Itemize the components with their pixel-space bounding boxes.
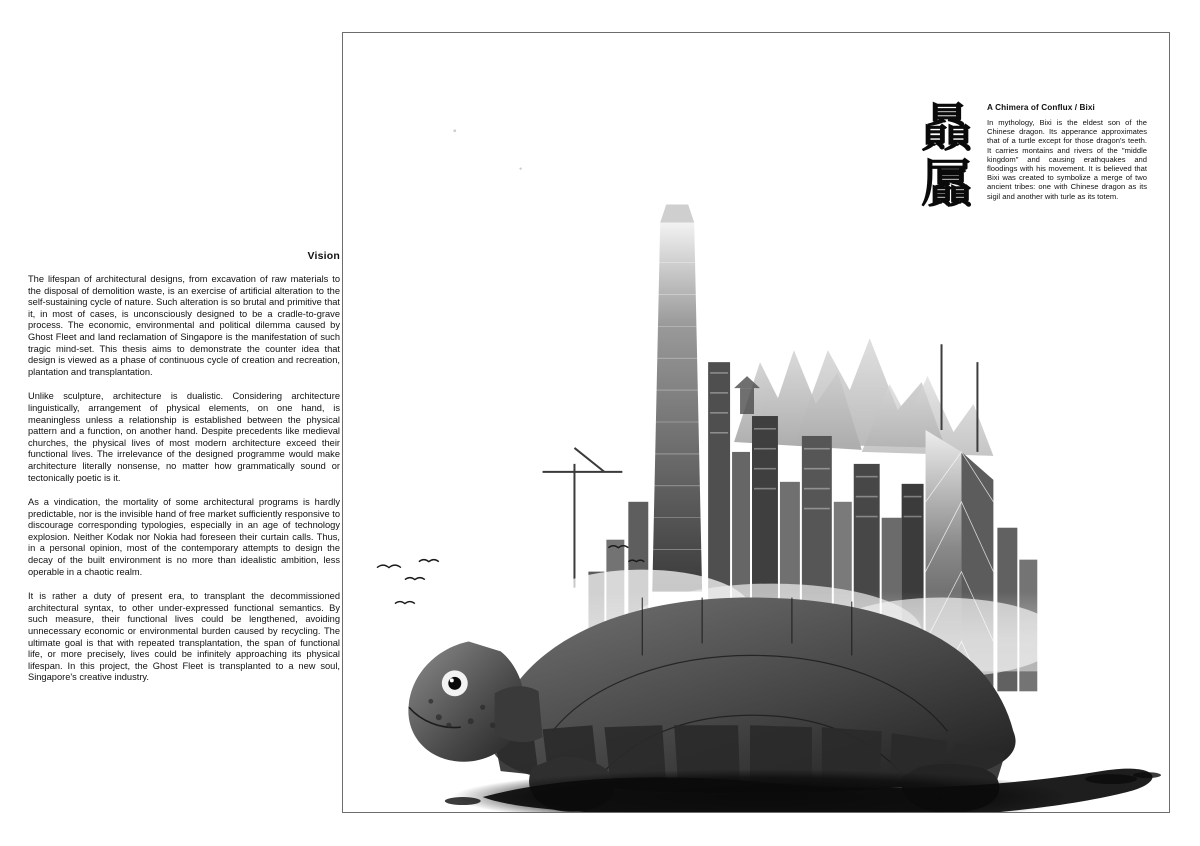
caption-block <box>987 103 1147 201</box>
vision-paragraph: The lifespan of architectural designs, from excavation of raw materials to the disposal of demolition waste, is an exercise of artificial alteration to the self-sustaining cycle of nature. Such alteration is so brutal and primitive that it, in most of cases, is unconsciously designed to be a cradle-to-grave process. The economic, environmental and political dilemma caused by Ghost Fleet and land reclamation of Singapore is the manifestation of such tragic mind-set. This thesis aims to demonstrate the counter idea that design is viewed as a phase of continuous cycle of creation and recreation, plantation and transplantation. <box>28 274 340 377</box>
caption-title: A Chimera of Conflux / Bixi <box>987 103 1095 112</box>
caption-body: In mythology, Bixi is the eldest son of the Chinese dragon. Its apperance approximates that of a turtle except for those dragon's teeth. It carries montains and rivers of the "middle kingdom" and causing erathquakes and floodings with his movement. It is believed that Bixi was created to symbolize a merge of two ancient tribes: one with Chinese dragon as its sigil and another with turle as its totem. <box>987 118 1147 201</box>
vision-paragraph: Unlike sculpture, architecture is dualistic. Considering architecture linguistically, arrangement of physical elements, on one hand, is meaningless unless a relationship is established between the physical pattern and a function, on another hand. Despite precedents like medieval churches, the physical lives of most modern architecture exceed their functional lives. The irrelevance of the designed programme would make architecture literally nonsense, no matter how grammatically sound or tectonically poetic is it. <box>28 391 340 483</box>
seal-character-bi: 贔 <box>920 99 973 159</box>
seal-character-xi: 屭 <box>920 155 973 215</box>
vision-paragraph: As a vindication, the mortality of some architectural programs is hardly predictable, nor is the invisible hand of free market sufficiently responsive to discourage corresponding typologies, especially in an age of technology explosion. Neither Kodak nor Nokia had foreseen their curtain calls. Thus, in a personal opinion, most of the contemporary attempts to design the decay of the built environment is no more than idealistic ambition, less operable in a chaotic realm. <box>28 497 340 577</box>
presentation-board <box>342 32 1170 813</box>
vision-paragraph: It is rather a duty of present era, to transplant the decommissioned architectural syntax, to other under-expressed functional semantics. By such measure, their functional lives could be lengthened, avoiding unnecessary economic or environmental burden caused by recycling. The ultimate goal is that with repeated transplantation, the span of functional life, or more precisely, lives could be infinitely approaching its physical lifespan. In this project, the Ghost Fleet is transplanted to a new soul, Singapore's creative industry. <box>28 591 340 683</box>
vision-heading: Vision <box>307 250 340 262</box>
chinese-seal-characters <box>915 101 979 213</box>
vision-text-column <box>28 250 340 684</box>
